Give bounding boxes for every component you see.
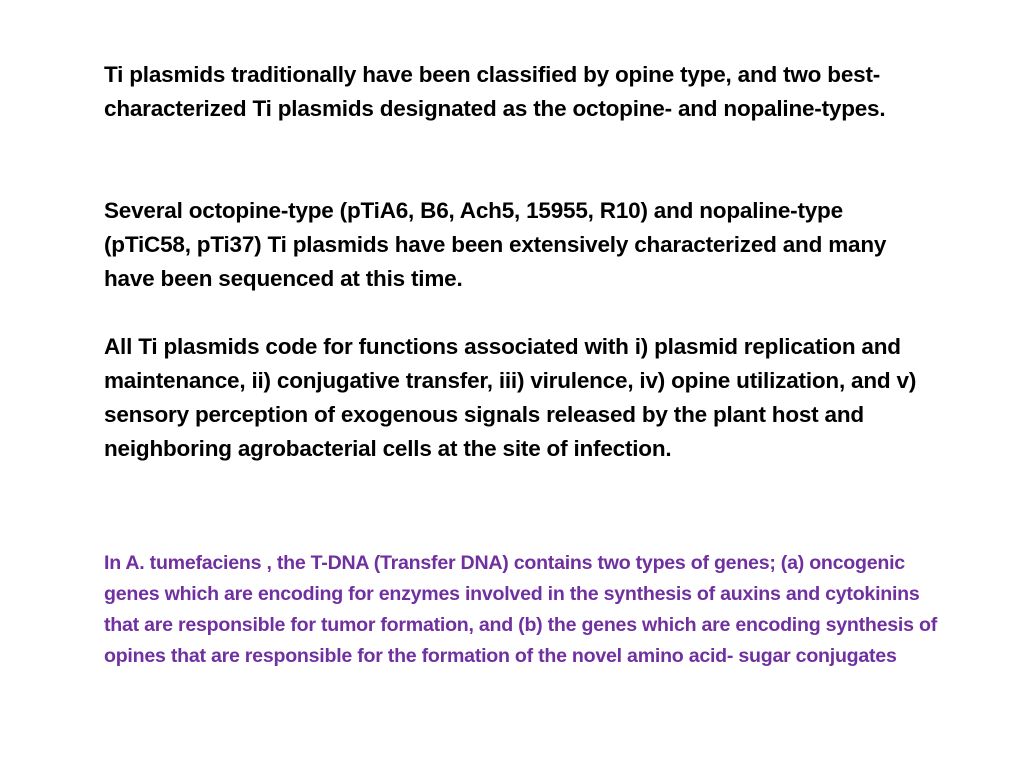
paragraph-plasmid-functions: All Ti plasmids code for functions associated with i) plasmid replication and maintenance, ii) conjugative transfer, iii) virulence, iv) opine utilization, and v) sensory perception of exogenous signals released by the plant host and neighboring agrobacterial cells at the site of infection. bbox=[104, 334, 917, 461]
paragraph-plasmid-types: Several octopine-type (pTiA6, B6, Ach5, 15955, R10) and nopaline-type (pTiC58, pTi37) Ti plasmids have been extensively characterized and many have been sequenced at this time. bbox=[104, 198, 887, 291]
paragraph-tdna-genes: In A. tumefaciens , the T-DNA (Transfer DNA) contains two types of genes; (a) oncogenic genes which are encoding for enzymes involved in the synthesis of auxins and cytokinins that are responsible for tumor formation, and (b) the genes which are encoding synthesis of opines that are responsible for the formation of the novel amino acid- sugar conjugates bbox=[104, 552, 937, 667]
paragraph-opine-classification: Ti plasmids traditionally have been classified by opine type, and two best-characterized Ti plasmids designated as the octopine- and nopaline-types. bbox=[104, 62, 886, 121]
